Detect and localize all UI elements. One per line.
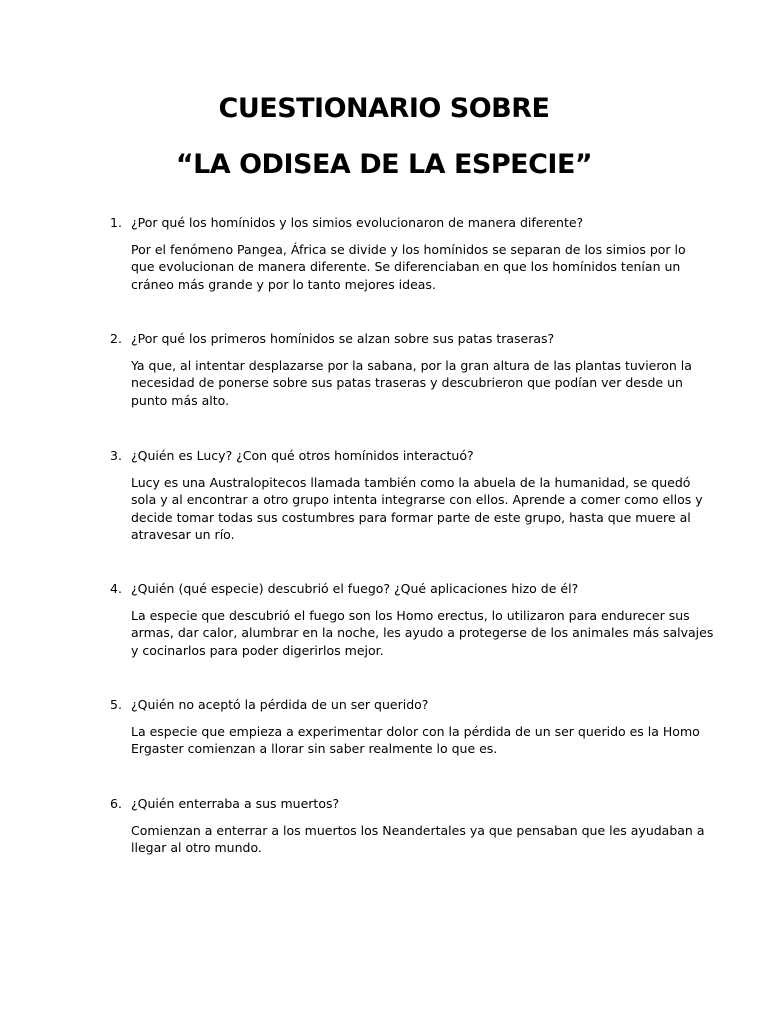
answer-line: cráneo más grande y por lo tanto mejores ideas. (131, 276, 436, 292)
question-number: 4. (110, 581, 122, 596)
answer-line: decide tomar todas sus costumbres para formar parte de este grupo, hasta que muere al (131, 509, 691, 525)
title-line-1: CUESTIONARIO SOBRE (218, 93, 550, 124)
question-number: 2. (110, 331, 122, 346)
answer-line: La especie que descubrió el fuego son los Homo erectus, lo utilizaron para endurecer sus (131, 608, 690, 623)
question-text: ¿Quién enterraba a sus muertos? (131, 796, 340, 811)
question-number: 1. (110, 215, 122, 230)
question-number: 6. (110, 796, 122, 811)
answer-line: Lucy es una Australopitecos llamada también como la abuela de la humanidad, se quedó (131, 475, 691, 490)
question-number: 3. (110, 448, 122, 463)
answer-line: necesidad de ponerse sobre sus patas traseras y descubrieron que podían ver desde un (131, 375, 683, 391)
answer-line: que evolucionan de manera diferente. Se diferenciaban en que los homínidos tenían un (131, 259, 681, 275)
answer-line: sola y al encontrar a otro grupo intenta integrarse con ellos. Aprende a comer como ellos y (131, 492, 703, 508)
question-text: ¿Quién (qué especie) descubrió el fuego? ¿Qué aplicaciones hizo de él? (131, 581, 579, 596)
title-line-2: “LA ODISEA DE LA ESPECIE” (175, 149, 593, 180)
answer-line: Comienzan a enterrar a los muertos los Neandertales ya que pensaban que les ayudaban a (131, 823, 705, 838)
question-number: 5. (110, 697, 122, 712)
answer-line: Ya que, al intentar desplazarse por la sabana, por la gran altura de las plantas tuvieron la (131, 358, 692, 373)
answer-line: punto más alto. (131, 392, 230, 408)
answer-line: Ergaster comienzan a llorar sin saber realmente lo que es. (131, 741, 498, 757)
answer-text (131, 474, 703, 543)
question-text: ¿Quién es Lucy? ¿Con qué otros homínidos interactuó? (131, 448, 474, 463)
answer-text (131, 822, 705, 857)
answer-line: Por el fenómeno Pangea, África se divide y los homínidos se separan de los simios por lo (131, 242, 686, 257)
answer-line: atravesar un río. (131, 526, 235, 542)
answer-text (131, 241, 686, 293)
question-text: ¿Quién no aceptó la pérdida de un ser querido? (131, 697, 429, 712)
answer-text (131, 357, 692, 409)
answer-text (131, 607, 714, 659)
answer-text (131, 723, 700, 758)
answer-line: y cocinarlos para poder digerirlos mejor. (131, 642, 384, 658)
question-text: ¿Por qué los primeros homínidos se alzan sobre sus patas traseras? (131, 331, 555, 346)
answer-line: llegar al otro mundo. (131, 840, 262, 856)
answer-line: La especie que empieza a experimentar dolor con la pérdida de un ser querido es la Homo (131, 724, 700, 739)
question-text: ¿Por qué los homínidos y los simios evolucionaron de manera diferente? (131, 215, 584, 230)
answer-line: armas, dar calor, alumbrar en la noche, les ayudo a protegerse de los animales más salvajes (131, 625, 714, 641)
